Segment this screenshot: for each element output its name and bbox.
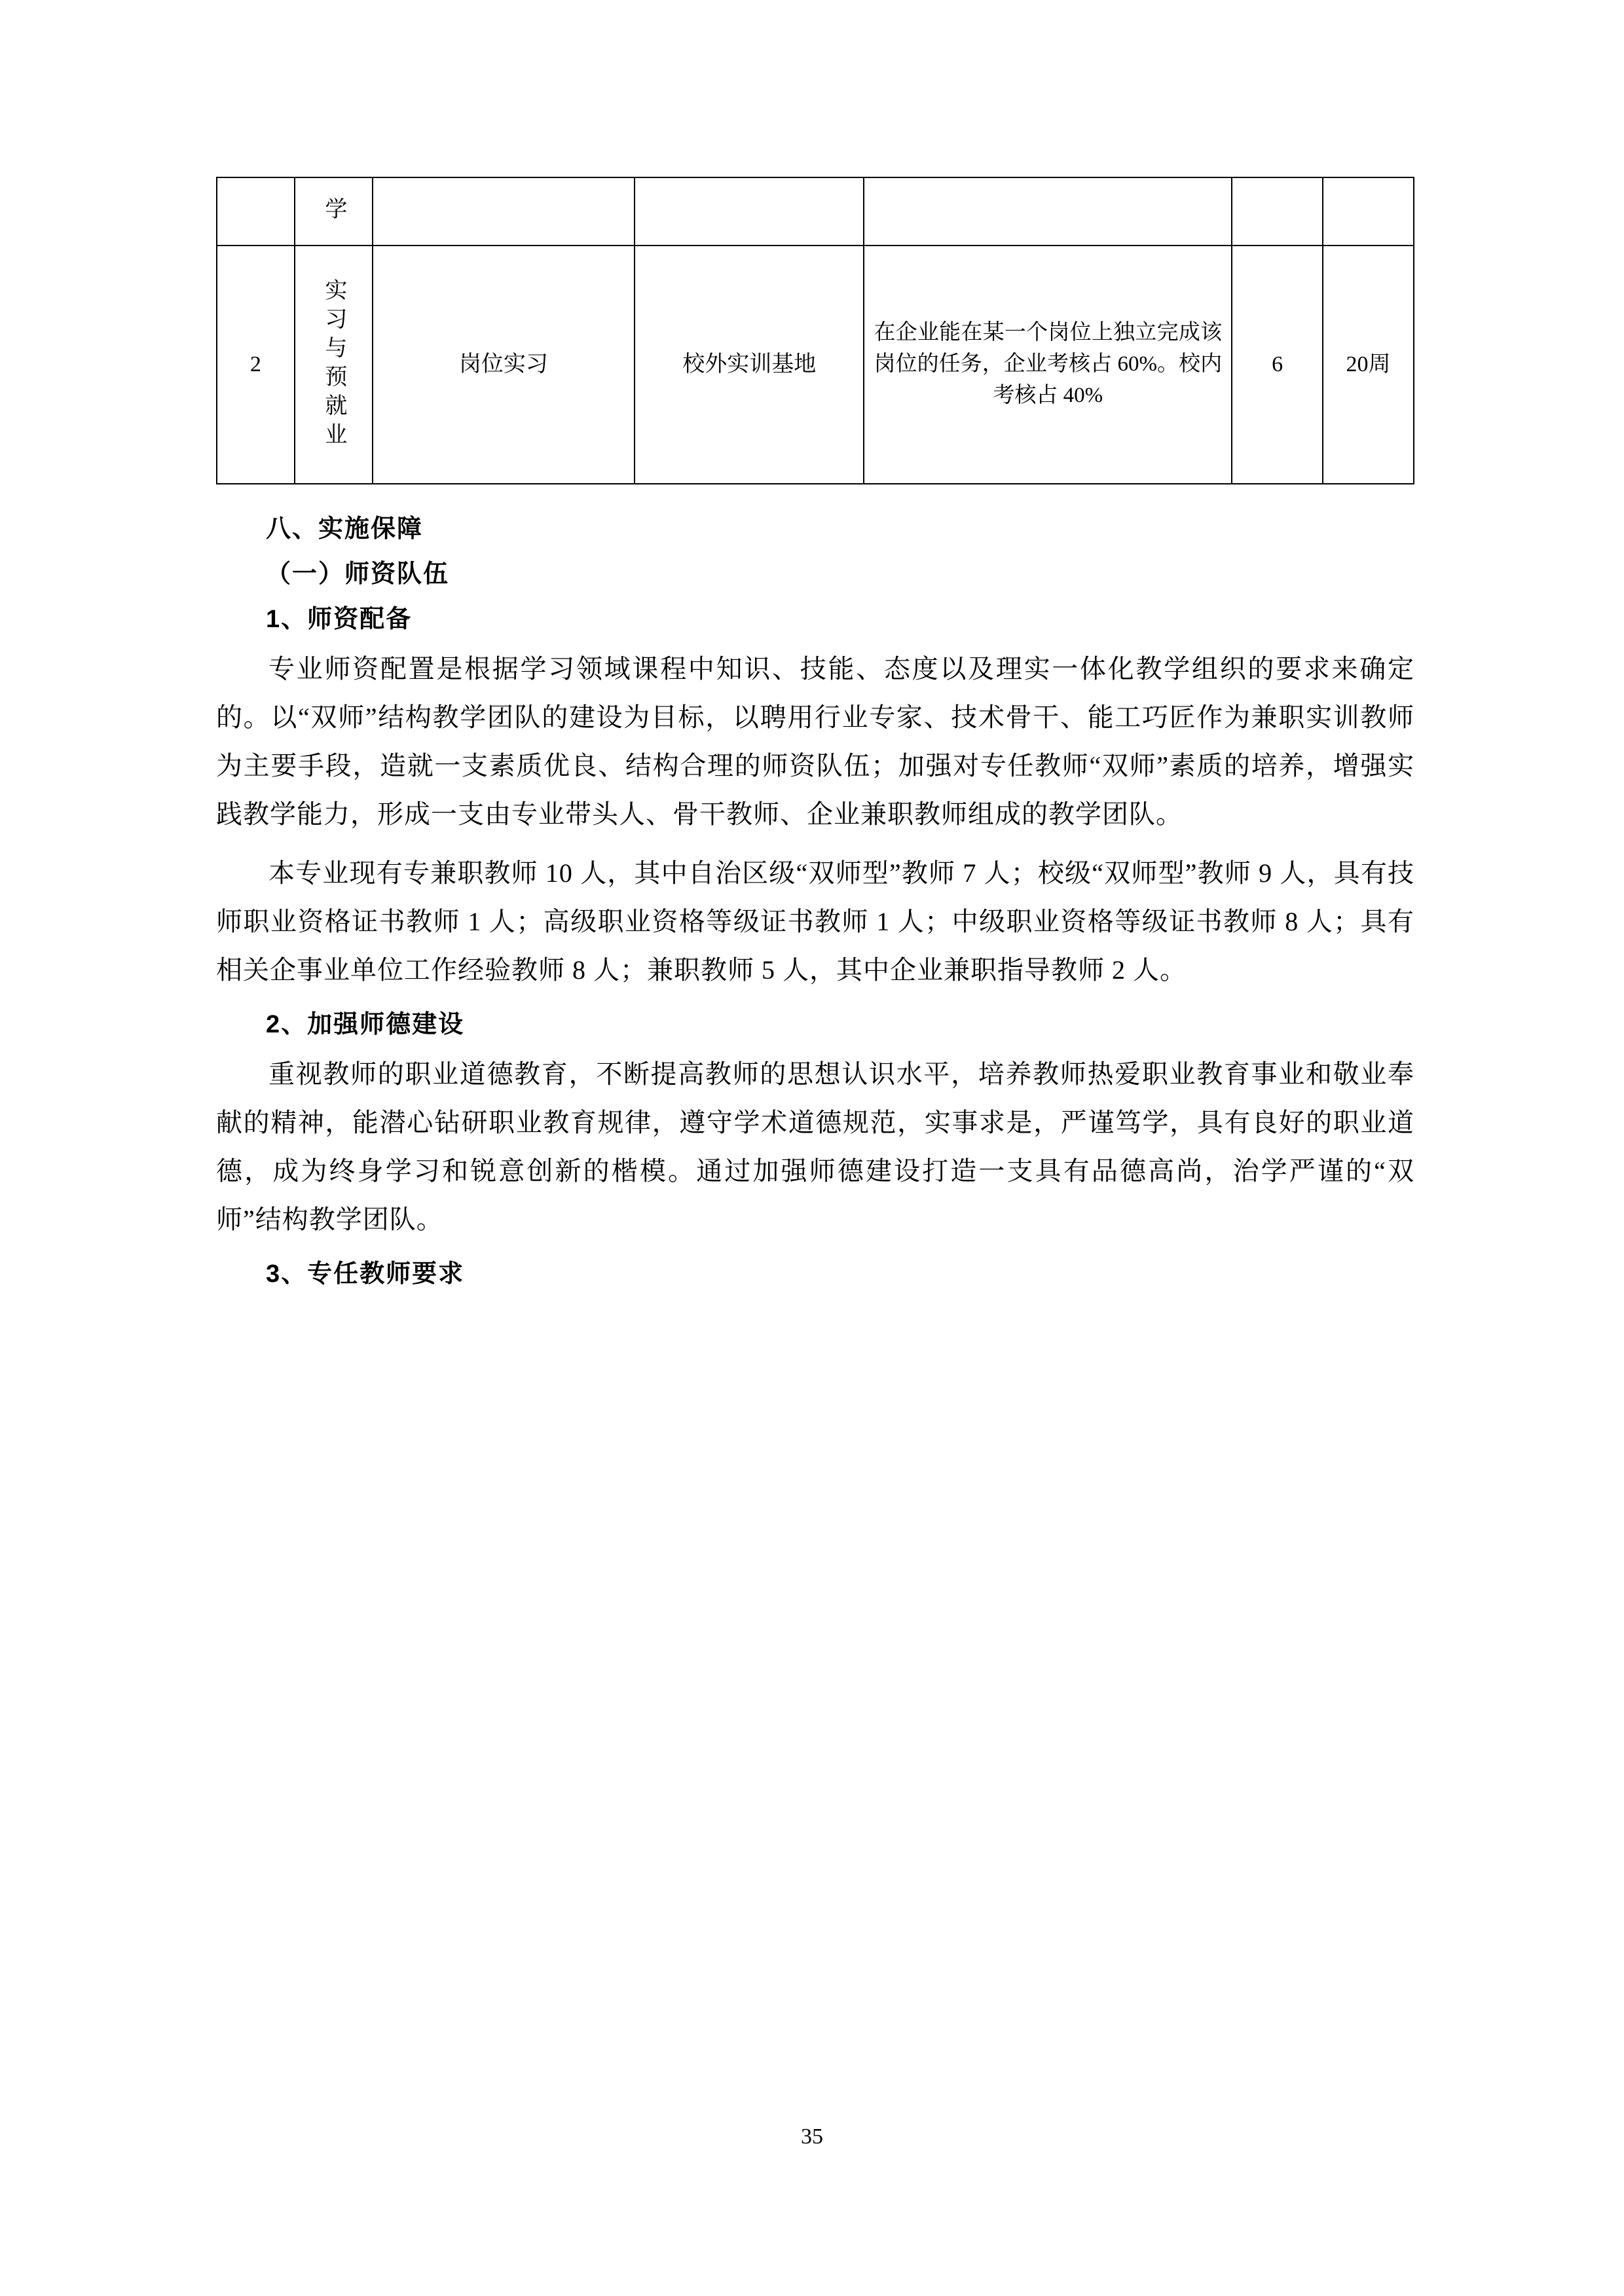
internship-schedule-table <box>216 177 1414 484</box>
cell-requirement <box>864 246 1232 484</box>
paragraph-teacher-ethics: 重视教师的职业道德教育，不断提高教师的思想认识水平，培养教师热爱职业教育事业和敬业奉献的精神，能潜心钻研职业教育规律，遵守学术道德规范，实事求是，严谨笃学，具有良好的职业道德，成为终身学习和锐意创新的楷模。通过加强师德建设打造一支具有品德高尚，治学严谨的“双师”结构教学团队。 <box>216 1059 1414 1234</box>
cell-stage-text: 实习与预就业 <box>321 278 346 451</box>
cell-weeks: 20周 <box>1323 246 1414 484</box>
page-content <box>216 177 1414 1289</box>
cell-stage <box>295 177 373 246</box>
cell-requirement <box>864 177 1232 246</box>
page-number: 35 <box>801 2124 823 2149</box>
section-heading-teacher-ethics: 2、加强师德建设 <box>266 1011 465 1038</box>
paragraph-faculty-allocation: 专业师资配置是根据学习领域课程中知识、技能、态度以及理实一体化教学组织的要求来确定的。以“双师”结构教学团队的建设为目标，以聘用行业专家、技术骨干、能工巧匠作为兼职实训教师为主要手段，造就一支素质优良、结构合理的师资队伍；加强对专任教师“双师”素质的培养，增强实践教学能力，形成一支由专业带头人、骨干教师、企业兼职教师组成的教学团队。 <box>216 654 1414 829</box>
cell-place: 校外实训基地 <box>635 246 864 484</box>
cell-no: 2 <box>217 246 295 484</box>
cell-no <box>217 177 295 246</box>
section-heading-level2: （一）师资队伍 <box>266 560 450 588</box>
cell-place <box>635 177 864 246</box>
section-heading-level3: 1、师资配备 <box>266 606 413 633</box>
cell-requirement-text: 在企业能在某一个岗位上独立完成该岗位的任务，企业考核占 60%。校内考核占 40% <box>874 321 1223 407</box>
cell-credit <box>1232 177 1323 246</box>
cell-course-name: 岗位实习 <box>373 246 635 484</box>
paragraph-faculty-statistics: 本专业现有专兼职教师 10 人，其中自治区级“双师型”教师 7 人；校级“双师型”教师 9 人，具有技师职业资格证书教师 1 人；高级职业资格等级证书教师 1 人；中级职业资格等级证书教师 8 人；具有相关企事业单位工作经验教师 8 人；兼职教师 5 人，其中企业兼职指导教师 2 人。 <box>216 858 1414 985</box>
cell-stage <box>295 246 373 484</box>
cell-course-name <box>373 177 635 246</box>
table-row <box>217 246 1414 484</box>
section-heading-level1: 八、实施保障 <box>266 515 424 543</box>
table-row <box>217 177 1414 246</box>
section-heading-fulltime-teacher: 3、专任教师要求 <box>266 1260 465 1288</box>
cell-stage-text: 学 <box>321 197 346 226</box>
cell-weeks <box>1323 177 1414 246</box>
cell-credit: 6 <box>1232 246 1323 484</box>
